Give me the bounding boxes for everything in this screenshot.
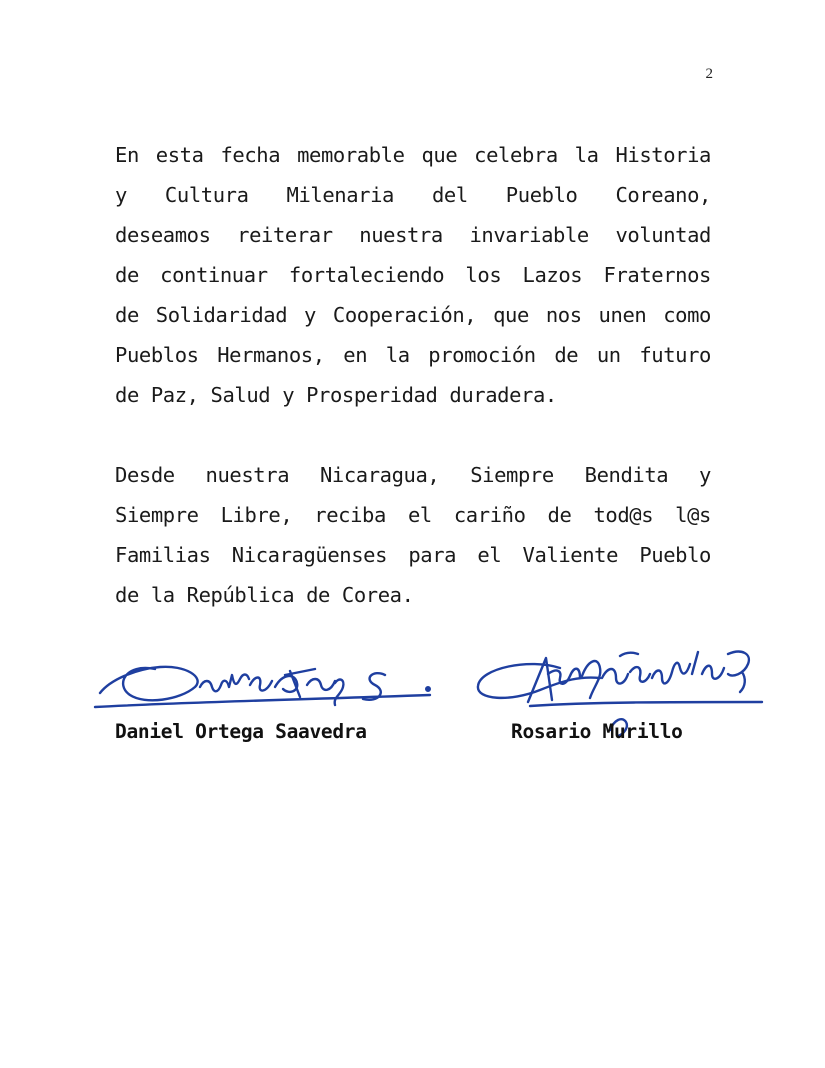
paragraph-line: Siempre Libre, reciba el cariño de tod@s l@s bbox=[115, 503, 711, 527]
paragraph-line: de Paz, Salud y Prosperidad duradera. bbox=[115, 383, 557, 407]
paragraph-line: deseamos reiterar nuestra invariable voluntad bbox=[115, 223, 711, 247]
paragraph-line: En esta fecha memorable que celebra la Historia bbox=[115, 143, 711, 167]
paragraph-line: Familias Nicaragüenses para el Valiente Pueblo bbox=[115, 543, 711, 567]
signature-daniel-ortega bbox=[85, 645, 445, 725]
page-number: 2 bbox=[705, 66, 713, 82]
paragraph-line: y Cultura Milenaria del Pueblo Coreano, bbox=[115, 183, 711, 207]
letter-paragraph-1 bbox=[115, 135, 711, 415]
paragraph-line: Pueblos Hermanos, en la promoción de un futuro bbox=[115, 343, 711, 367]
letter-paragraph-2 bbox=[115, 455, 711, 615]
signatory-name-rosario: Rosario Murillo bbox=[511, 720, 683, 743]
signatory-name-daniel: Daniel Ortega Saavedra bbox=[115, 720, 367, 743]
paragraph-line: de la República de Corea. bbox=[115, 583, 414, 607]
paragraph-line: Desde nuestra Nicaragua, Siempre Bendita y bbox=[115, 463, 711, 487]
paragraph-line: de Solidaridad y Cooperación, que nos unen como bbox=[115, 303, 711, 327]
paragraph-line: de continuar fortaleciendo los Lazos Fraternos bbox=[115, 263, 711, 287]
